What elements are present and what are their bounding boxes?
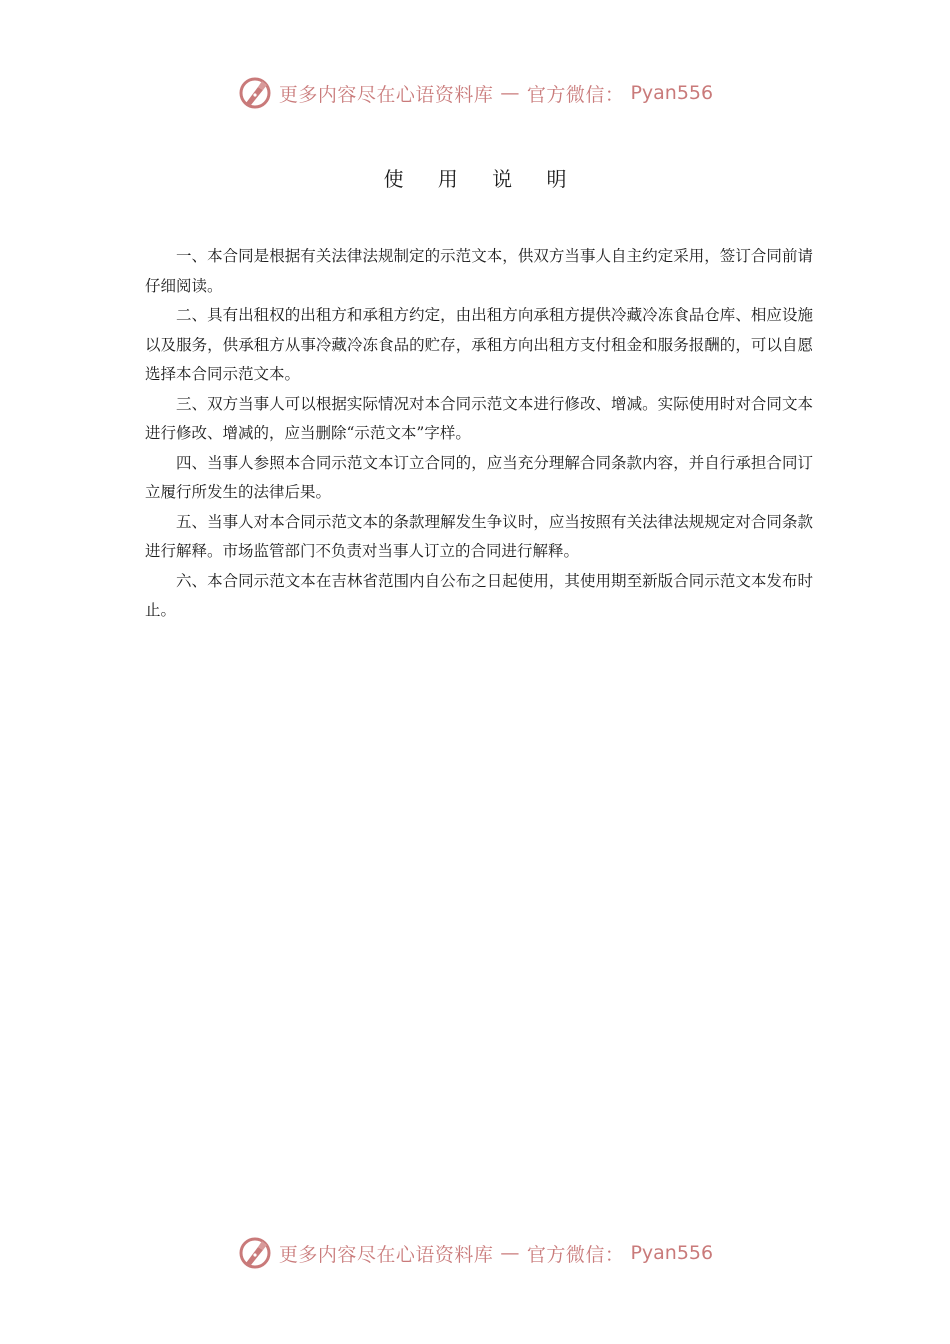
instruction-paragraph-4: 四、当事人参照本合同示范文本订立合同的，应当充分理解合同条款内容，并自行承担合同订立履行所发生的法律后果。 <box>145 453 813 501</box>
watermark-text: 更多内容尽在心语资料库 <box>278 83 494 106</box>
watermark-wechat-label: 官方微信： <box>526 1243 625 1266</box>
watermark-wechat-id: Pyan556 <box>630 82 714 104</box>
watermark-separator: — <box>500 1242 520 1264</box>
footer-watermark <box>0 1231 950 1275</box>
instruction-paragraph-3: 三、双方当事人可以根据实际情况对本合同示范文本进行修改、增减。实际使用时对合同文本进行修改、增减的，应当删除“示范文本”字样。 <box>145 394 813 442</box>
instruction-paragraph-1: 一、本合同是根据有关法律法规制定的示范文本，供双方当事人自主约定采用，签订合同前请仔细阅读。 <box>145 247 813 295</box>
page-title: 使 用 说 明 <box>383 167 581 191</box>
instruction-paragraph-2: 二、具有出租权的出租方和承租方约定，由出租方向承租方提供冷藏冷冻食品仓库、相应设施以及服务，供承租方从事冷藏冷冻食品的贮存，承租方向出租方支付租金和服务报酬的，可以自愿选择本合同示范文本。 <box>145 306 813 383</box>
watermark-separator: — <box>500 82 520 104</box>
pen-nib-icon <box>237 1235 273 1271</box>
instruction-paragraph-6: 六、本合同示范文本在吉林省范围内自公布之日起使用，其使用期至新版合同示范文本发布时止。 <box>145 571 813 619</box>
watermark-text: 更多内容尽在心语资料库 <box>278 1243 494 1266</box>
instructions-body <box>145 242 813 626</box>
instruction-paragraph-5: 五、当事人对本合同示范文本的条款理解发生争议时，应当按照有关法律法规规定对合同条款进行解释。市场监管部门不负责对当事人订立的合同进行解释。 <box>145 512 813 560</box>
pen-nib-icon <box>237 75 273 111</box>
watermark-wechat-id: Pyan556 <box>630 1242 714 1264</box>
watermark-wechat-label: 官方微信： <box>526 83 625 106</box>
header-watermark <box>0 71 950 115</box>
